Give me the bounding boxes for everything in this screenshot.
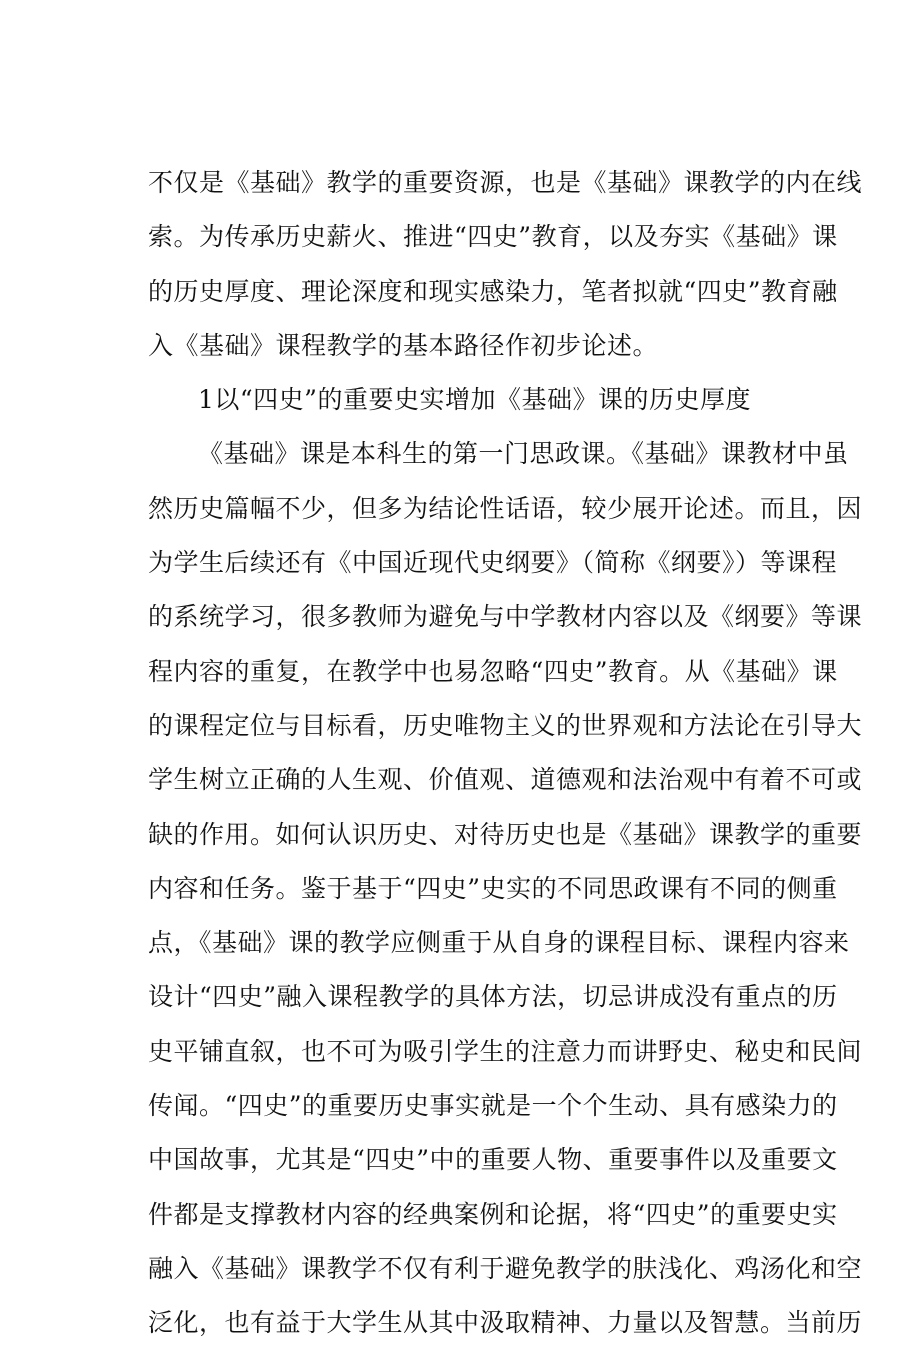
text-line: 为学生后续还有《中国近现代史纲要》（简称《纲要》）等课程 (148, 548, 838, 578)
text-line: 的历史厚度、理论深度和现实感染力，笔者拟就“四史”教育融 (148, 276, 838, 306)
text-line: 索。为传承历史薪火、推进“四史”教育，以及夯实《基础》课 (148, 222, 838, 252)
text-line: 点，《基础》课的教学应侧重于从自身的课程目标、课程内容来 (148, 928, 850, 958)
text-line: 内容和任务。鉴于基于“四史”史实的不同思政课有不同的侧重 (148, 873, 838, 903)
text-line: 的课程定位与目标看，历史唯物主义的世界观和方法论在引导大 (148, 710, 863, 740)
text-line: 融入《基础》课教学不仅有利于避免教学的肤浅化、鸡汤化和空 (148, 1253, 863, 1283)
section-heading: 1以“四史”的重要史实增加《基础》课的历史厚度 (198, 385, 751, 415)
text-line: 设计“四史”融入课程教学的具体方法，切忌讲成没有重点的历 (148, 982, 838, 1012)
text-line: 缺的作用。如何认识历史、对待历史也是《基础》课教学的重要 (148, 819, 863, 849)
text-line: 不仅是《基础》教学的重要资源，也是《基础》课教学的内在线 (148, 168, 863, 197)
text-line: 史平铺直叙，也不可为吸引学生的注意力而讲野史、秘史和民间 (148, 1036, 863, 1066)
text-line: 入《基础》课程教学的基本路径作初步论述。 (148, 330, 659, 360)
text-line: 泛化，也有益于大学生从其中汲取精神、力量以及智慧。当前历 (148, 1308, 863, 1338)
text-line: 程内容的重复，在教学中也易忽略“四史”教育。从《基础》课 (148, 656, 838, 686)
text-line: 学生树立正确的人生观、价值观、道德观和法治观中有着不可或 (148, 765, 863, 795)
text-line: 件都是支撑教材内容的经典案例和论据，将“四史”的重要史实 (148, 1199, 838, 1229)
text-line: 然历史篇幅不少，但多为结论性话语，较少展开论述。而且，因 (148, 493, 863, 523)
text-line: 的系统学习，很多教师为避免与中学教材内容以及《纲要》等课 (148, 602, 863, 632)
text-line: 传闻。“四史”的重要历史事实就是一个个生动、具有感染力的 (148, 1091, 838, 1121)
body-text (148, 156, 863, 1351)
text-line: 《基础》课是本科生的第一门思政课。《基础》课教材中虽 (198, 439, 849, 469)
text-line: 中国故事，尤其是“四史”中的重要人物、重要事件以及重要文 (148, 1145, 838, 1175)
